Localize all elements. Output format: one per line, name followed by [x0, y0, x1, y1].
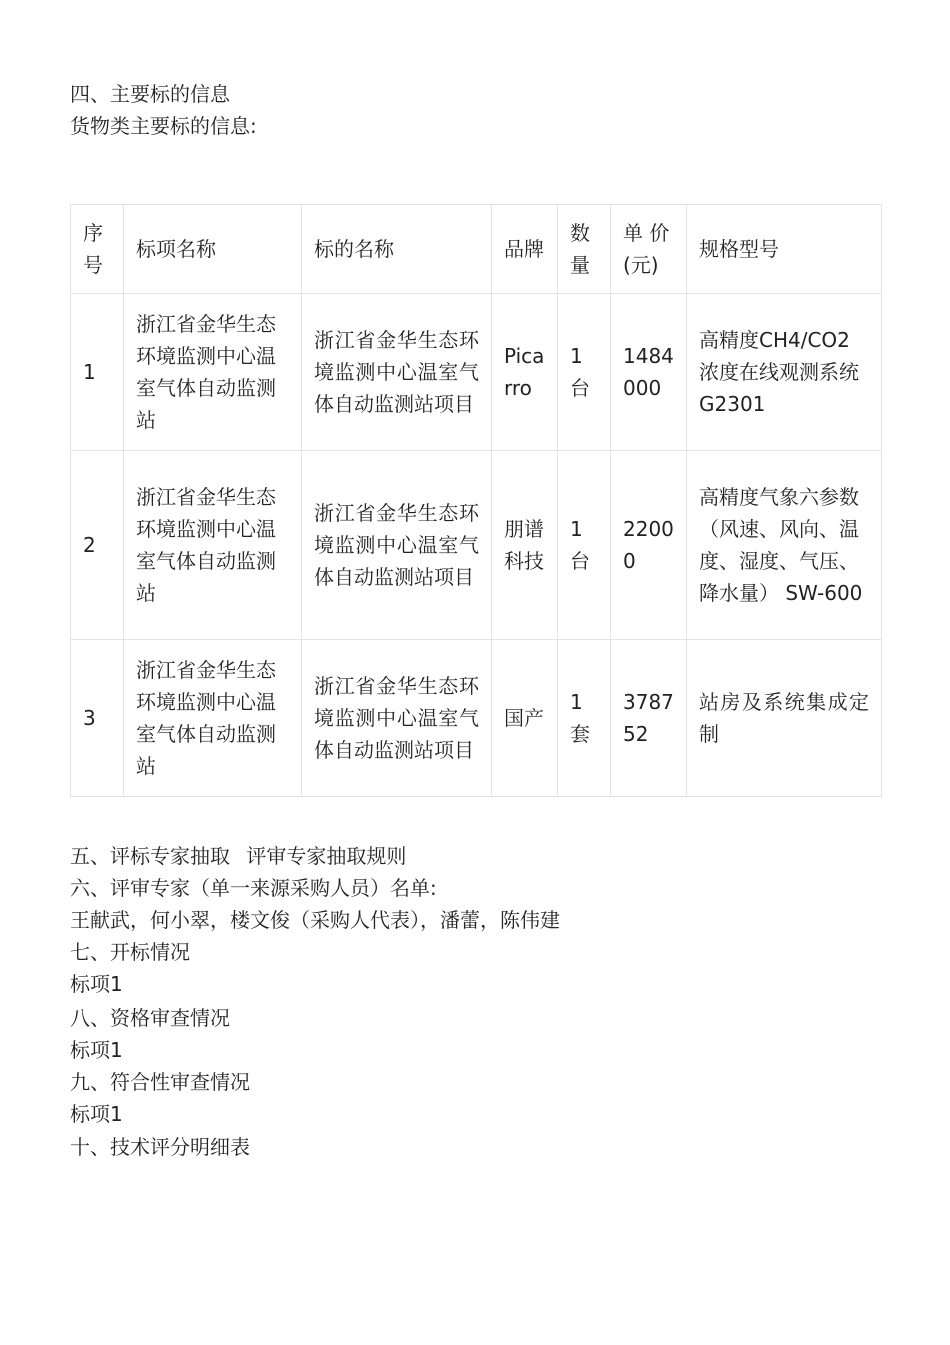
section-5-line: [70, 840, 406, 872]
cell-brand: 国产: [492, 640, 558, 797]
cell-lot-name: 浙江省金华生态环境监测中心温室气体自动监测站: [124, 294, 302, 451]
section-8-heading: 八、资格审查情况: [70, 1006, 230, 1030]
header-price: 单 价 (元): [611, 205, 687, 294]
cell-item-name: 浙江省金华生态环境监测中心温室气体自动监测站项目: [302, 294, 492, 451]
header-no: 序号: [71, 205, 124, 294]
cell-no: 1: [71, 294, 124, 451]
expert-rules-link[interactable]: 评审专家抽取规则: [246, 844, 407, 868]
cell-lot-name: 浙江省金华生态环境监测中心温室气体自动监测站: [124, 640, 302, 797]
cell-brand: 朋谱科技: [492, 451, 558, 640]
section-7-lot: 标项1: [70, 972, 123, 996]
cell-qty: 1套: [558, 640, 611, 797]
goods-table: [70, 204, 882, 797]
section-4-heading: 四、主要标的信息: [70, 82, 230, 106]
section-9-heading: 九、符合性审查情况: [70, 1070, 250, 1094]
cell-price: 22000: [611, 451, 687, 640]
cell-brand: Picarro: [492, 294, 558, 451]
cell-qty: 1台: [558, 451, 611, 640]
section-8-lot: 标项1: [70, 1038, 123, 1062]
section-6-heading: 六、评审专家（单一来源采购人员）名单:: [70, 876, 437, 900]
cell-item-name: 浙江省金华生态环境监测中心温室气体自动监测站项目: [302, 451, 492, 640]
header-spec: 规格型号: [687, 205, 882, 294]
section-9-lot: 标项1: [70, 1102, 123, 1126]
expert-names: 王献武，何小翠，楼文俊（采购人代表），潘蕾，陈伟建: [70, 908, 560, 932]
section-7-heading: 七、开标情况: [70, 940, 190, 964]
section-10-heading: 十、技术评分明细表: [70, 1135, 250, 1159]
cell-qty: 1台: [558, 294, 611, 451]
goods-subheading: 货物类主要标的信息:: [70, 114, 257, 138]
header-qty: 数量: [558, 205, 611, 294]
cell-price: 1484000: [611, 294, 687, 451]
table-row: [71, 640, 882, 797]
table-row: [71, 294, 882, 451]
header-brand: 品牌: [492, 205, 558, 294]
section-5-heading: 五、评标专家抽取: [70, 844, 230, 868]
cell-spec: 站房及系统集成定制: [687, 640, 882, 797]
cell-lot-name: 浙江省金华生态环境监测中心温室气体自动监测站: [124, 451, 302, 640]
cell-price: 378752: [611, 640, 687, 797]
cell-no: 2: [71, 451, 124, 640]
cell-spec: 高精度气象六参数（风速、风向、温度、湿度、气压、降水量） SW-600: [687, 451, 882, 640]
header-item-name: 标的名称: [302, 205, 492, 294]
header-lot-name: 标项名称: [124, 205, 302, 294]
cell-no: 3: [71, 640, 124, 797]
cell-spec: 高精度CH4/CO2浓度在线观测系统G2301: [687, 294, 882, 451]
table-row: [71, 451, 882, 640]
cell-item-name: 浙江省金华生态环境监测中心温室气体自动监测站项目: [302, 640, 492, 797]
table-header-row: [71, 205, 882, 294]
